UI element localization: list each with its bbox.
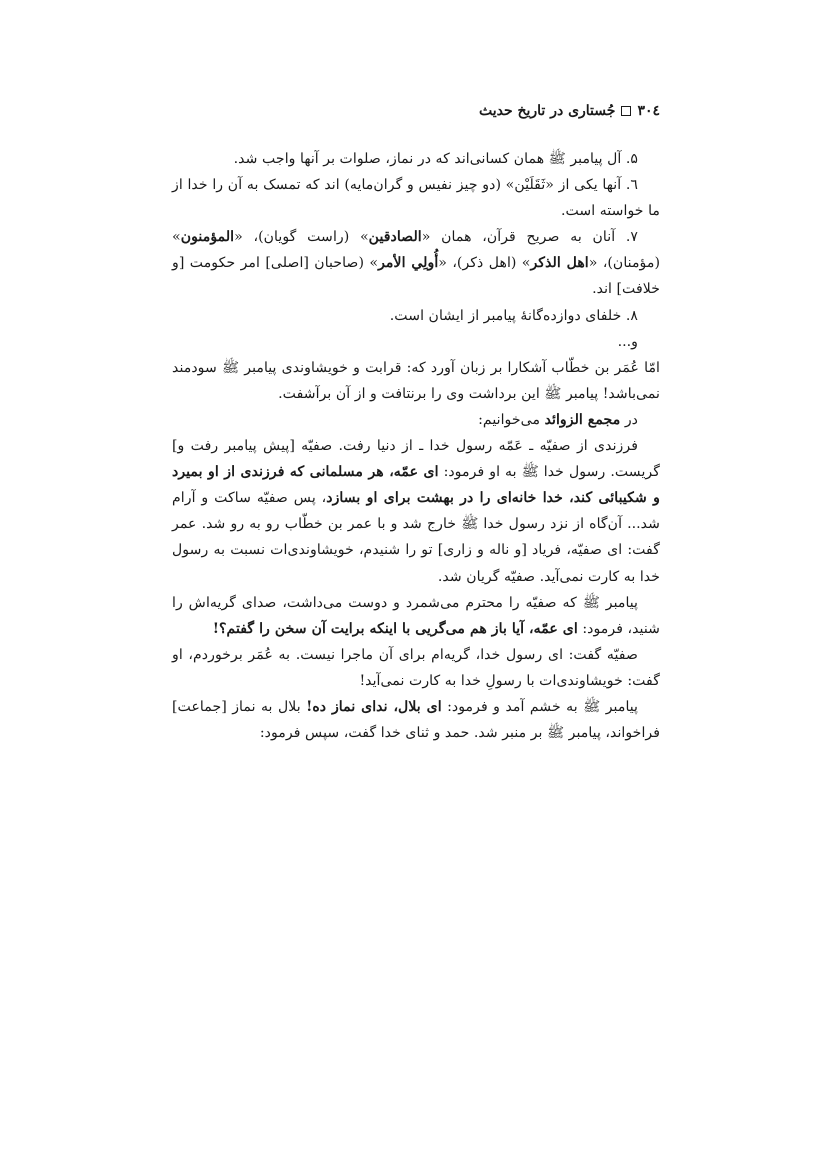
paragraph [172, 329, 660, 355]
paragraph [172, 590, 660, 642]
running-title: جُستاری در تاریخ حدیث [478, 103, 616, 119]
text-run: فرزندی از صفیّه ـ عَمّه رسول خدا ـ از دنیا رفت. صفیّه [پیش پیامبر رفت و] گریست. رسول خدا ﷺ به او فرمود: [172, 438, 660, 481]
paragraph [172, 355, 660, 407]
text-run: » (اهل ذکر)، « [438, 255, 531, 272]
text-run: پیامبر ﷺ که صفیّه را محترم می‌شمرد و دوست می‌داشت، صدای گریه‌اش را شنید، فرمود: [172, 594, 660, 637]
paragraph [172, 146, 660, 172]
text-run: می‌خوانیم: [478, 411, 545, 428]
page-body [172, 146, 660, 746]
paragraph [172, 303, 660, 329]
bold-text: مجمع الزوائد [544, 411, 621, 428]
paragraph [172, 407, 660, 433]
text-run: ٨. خلفای دوازده‌گانۀ پیامبر از ایشان است. [389, 307, 638, 324]
paragraph [172, 694, 660, 746]
text-run: ٧. آنان به صریح قرآن، همان « [421, 229, 638, 246]
paragraph [172, 642, 660, 694]
text-run: ، پس صفیّه ساکت و آرام شد... آن‌گاه از نزد رسول خدا ﷺ خارج شد و با عمر بن خطّاب رو به رو شد. عمر گفت: ای صفیّه، فریاد [و ناله و زاری] تو را شنیدم، خویشاوندی‌ات نسبت به رسول خدا به کارت نمی‌آید. صفیّه گریان شد. [172, 490, 660, 585]
bold-text: ای بلال، ندای نماز ده! [306, 698, 442, 715]
bold-text: ای عمّه، آیا باز هم می‌گریی با اینکه برایت آن سخن را گفتم؟! [212, 620, 578, 637]
bold-text: أُولِي الأمر [378, 255, 439, 272]
bold-text: المؤمنون [180, 229, 235, 246]
text-run: بلال به نماز [جماعت] فراخواند، پیامبر ﷺ بر منبر شد. حمد و ثنای خدا گفت، سپس فرمود: [172, 698, 660, 742]
paragraph [172, 224, 660, 302]
paragraph [172, 172, 660, 224]
running-header [380, 98, 660, 124]
bold-text: اهل الذکر [530, 255, 589, 272]
text-run: صفیّه گفت: ای رسول خدا، گریه‌ام برای آن ماجرا نیست. به عُمَر برخوردم، او گفت: خویشاوندی‌ات با رسولِ خدا به کارت نمی‌آید! [172, 646, 660, 689]
bold-text: الصادقین [368, 229, 422, 246]
bold-text: ای عمّه، هر مسلمانی که فرزندی از او بمیرد و شکیبائی کند، خدا خانه‌ای را در بهشت برای او بسازد [172, 464, 660, 507]
text-run: » (صاحبان [اصلی] امر حکومت [و خلافت] اند. [172, 255, 660, 298]
text-run: امّا عُمَر بن خطّاب آشکارا بر زبان آورد که: قرابت و خویشاوندی پیامبر ﷺ سودمند نمی‌باشد! پیامبر ﷺ این برداشت وی را برنتافت و از آن برآشفت. [172, 359, 660, 402]
text-run: پیامبر ﷺ به خشم آمد و فرمود: [441, 698, 638, 715]
square-bullet-icon [621, 106, 631, 116]
text-run: » (مؤمنان)، « [172, 229, 661, 272]
text-run: و... [617, 333, 638, 350]
text-run: ۵. آل پیامبر ﷺ همان کسانی‌اند که در نماز، صلوات بر آنها واجب شد. [233, 151, 638, 167]
text-run: در [620, 411, 638, 428]
paragraph [172, 433, 660, 590]
text-run: ٦. آنها یکی از «ثَقَلَیْن» (دو چیز نفیس و گران‌مایه) اند که تمسک به آن را خدا از ما خواسته است. [172, 177, 660, 220]
text-run: » (راست گویان)، « [234, 229, 369, 246]
page-number: ٣٠٤ [637, 103, 660, 119]
